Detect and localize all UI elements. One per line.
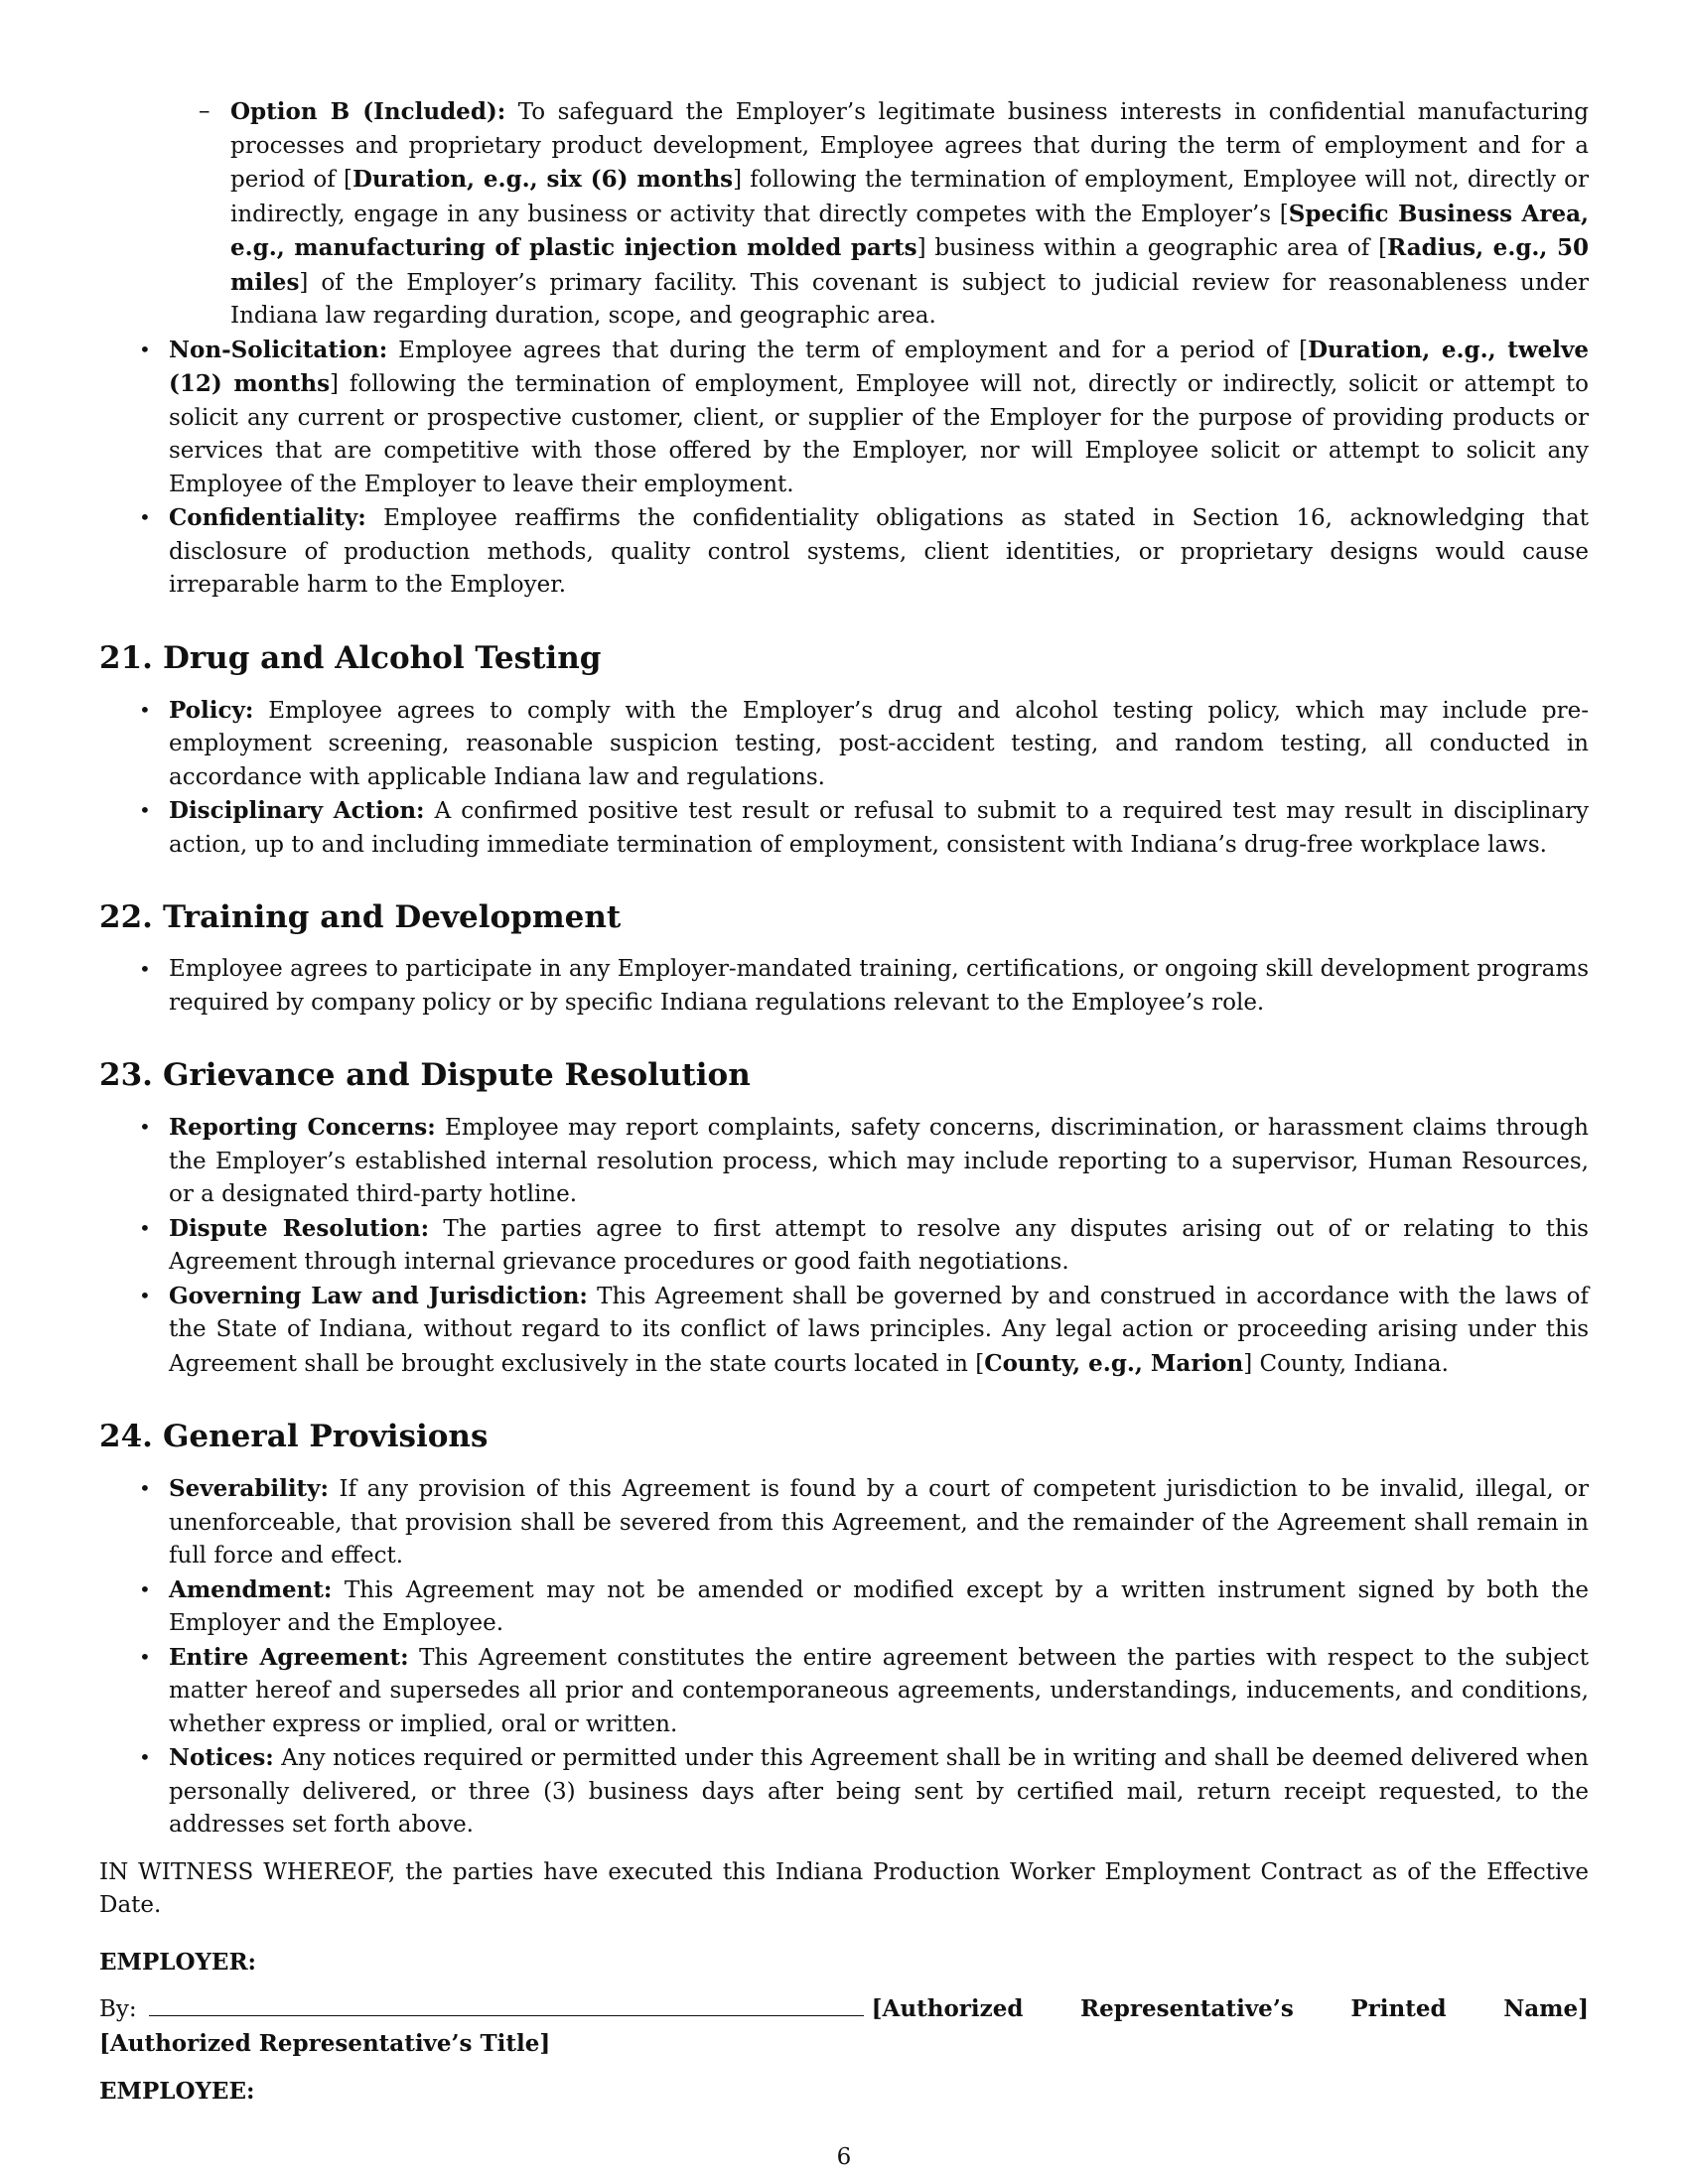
- section-title: General Provisions: [162, 1419, 489, 1454]
- section-24-list: [99, 1472, 1589, 1843]
- item-label: Entire Agreement:: [169, 1643, 409, 1671]
- section-heading-24: [99, 1417, 1589, 1456]
- bullet-icon: •: [139, 1283, 151, 1307]
- list-item: [99, 953, 1589, 1020]
- non-solicitation-placeholder-duration: Duration, e.g., twelve (12) months: [169, 336, 1589, 397]
- section-number: 22.: [99, 899, 153, 935]
- section-number: 23.: [99, 1057, 153, 1093]
- item-label: Notices:: [169, 1744, 274, 1771]
- option-b-placeholder-duration: Duration, e.g., six (6) months: [352, 166, 734, 193]
- list-item: [99, 1280, 1589, 1382]
- item-text: The parties agree to first attempt to resolve any disputes arising out of or relating to this Agreement through internal grievance procedures or good faith negotiations.: [169, 1215, 1589, 1275]
- section-title: Training and Development: [162, 899, 622, 935]
- option-b-placeholder-radius: Radius, e.g., 50 miles: [230, 234, 1589, 296]
- section-heading-22: [99, 897, 1589, 937]
- non-solicitation-item: [99, 334, 1589, 502]
- item-label: Disciplinary Action:: [169, 797, 425, 824]
- item-label: Severability:: [169, 1475, 330, 1502]
- dash-marker: –: [199, 98, 211, 124]
- list-item: [99, 1641, 1589, 1742]
- item-label: Reporting Concerns:: [169, 1114, 436, 1141]
- signature-line: [149, 1993, 864, 2016]
- bullet-icon: •: [139, 957, 151, 981]
- non-solicitation-text-1: Employee agrees that during the term of employment and for a period of [: [387, 337, 1309, 363]
- non-solicitation-label: Non-Solicitation:: [169, 336, 388, 363]
- option-b-label: Option B (Included):: [230, 98, 506, 125]
- witness-statement: IN WITNESS WHEREOF, the parties have executed this Indiana Production Worker Employment Contract as of the Effective Date.: [99, 1858, 1589, 1918]
- option-b-text-4: ] of the Employer’s primary facility. This covenant is subject to judicial review for reasonableness under Indiana law regarding duration, scope, and geographic area.: [230, 269, 1589, 329]
- item-text: If any provision of this Agreement is found by a court of competent jurisdiction to be invalid, illegal, or unenforceable, that provision shall be severed from this Agreement, and the remainder of the Agreement shall remain in full force and effect.: [169, 1476, 1589, 1569]
- section-21-list: [99, 694, 1589, 863]
- bullet-icon: •: [139, 1644, 151, 1669]
- employer-label: EMPLOYER:: [99, 1948, 257, 1976]
- option-b-placeholder-business-area: Specific Business Area, e.g., manufacturing of plastic injection molded parts: [230, 200, 1589, 261]
- rep-title-placeholder: Authorized Representative’s Title: [109, 2029, 540, 2057]
- list-item: [99, 1212, 1589, 1280]
- option-b-item: [99, 95, 1589, 334]
- document-page: [99, 95, 1589, 2109]
- item-text: Any notices required or permitted under this Agreement shall be in writing and shall be deemed delivered when personally delivered, or three (3) business days after being sent by certified mail, return receipt requested, to the addresses set forth above.: [169, 1745, 1589, 1838]
- list-item: [99, 794, 1589, 862]
- item-text: Employee may report complaints, safety concerns, discrimination, or harassment claims through the Employer’s established internal resolution process, which may include reporting to a supervisor, Human Resources, or a designated third-party hotline.: [169, 1115, 1589, 1207]
- section-title: Grievance and Dispute Resolution: [162, 1057, 751, 1093]
- section-22-list: [99, 953, 1589, 1020]
- bullet-icon: •: [139, 697, 151, 722]
- bullet-icon: •: [139, 505, 151, 529]
- section-heading-23: [99, 1055, 1589, 1095]
- item-text-1: This Agreement shall be governed by and construed in accordance with the laws of the State of Indiana, without regard to its conflict of laws principles. Any legal action or proceeding arising under this Agreement shall be brought exclusively in the state courts located in [: [169, 1283, 1589, 1377]
- list-item: [99, 1472, 1589, 1573]
- employee-label: EMPLOYEE:: [99, 2078, 255, 2105]
- by-label: By:: [99, 1996, 137, 2022]
- section-number: 21.: [99, 639, 153, 676]
- bullet-icon: •: [139, 1115, 151, 1139]
- confidentiality-label: Confidentiality:: [169, 504, 366, 531]
- page-number: 6: [836, 2144, 852, 2170]
- option-b-text-1: To safeguard the Employer’s legitimate business interests in confidential manufacturing processes and proprietary product development, Employee agrees that during the term of employment and for a period of [: [230, 99, 1589, 193]
- confidentiality-item: [99, 501, 1589, 603]
- county-placeholder: County, e.g., Marion: [984, 1349, 1244, 1377]
- confidentiality-text: Employee reaffirms the confidentiality obligations as stated in Section 16, acknowledging that disclosure of production methods, quality control systems, client identities, or proprietary designs would cause irreparable harm to the Employer.: [169, 505, 1589, 598]
- item-text: A confirmed positive test result or refusal to submit to a required test may result in disciplinary action, up to and including immediate termination of employment, consistent with Indiana’s drug-free workplace laws.: [169, 798, 1589, 858]
- item-text: This Agreement may not be amended or modified except by a written instrument signed by both the Employer and the Employee.: [169, 1576, 1589, 1636]
- bullet-icon: •: [139, 1576, 151, 1601]
- list-item: [99, 1741, 1589, 1843]
- section-title: Drug and Alcohol Testing: [162, 639, 602, 676]
- option-b-text-3: ] business within a geographic area of [: [916, 235, 1388, 261]
- list-item: [99, 1573, 1589, 1641]
- item-text: This Agreement constitutes the entire agreement between the parties with respect to the subject matter hereof and supersedes all prior and contemporaneous agreements, understandings, inducements, and conditions, whether express or implied, oral or written.: [169, 1644, 1589, 1737]
- covenants-list: [99, 334, 1589, 603]
- rep-name-placeholder: Authorized Representative’s Printed Name: [882, 1995, 1579, 2022]
- bullet-icon: •: [139, 1745, 151, 1769]
- bullet-icon: •: [139, 1215, 151, 1240]
- section-number: 24.: [99, 1419, 153, 1454]
- section-heading-21: [99, 638, 1589, 678]
- item-label: Dispute Resolution:: [169, 1214, 430, 1242]
- bullet-icon: •: [139, 798, 151, 822]
- item-text-2: ] County, Indiana.: [1243, 1350, 1449, 1377]
- item-label: Amendment:: [169, 1575, 333, 1603]
- bullet-icon: •: [139, 337, 151, 361]
- section-23-list: [99, 1111, 1589, 1381]
- item-text: Employee agrees to comply with the Employer’s drug and alcohol testing policy, which may include pre-employment screening, reasonable suspicion testing, post-accident testing, and random testing, all conducted in accordance with applicable Indiana law and regulations.: [169, 697, 1589, 790]
- non-solicitation-text-2: ] following the termination of employment, Employee will not, directly or indirectly, solicit or attempt to solicit any current or prospective customer, client, or supplier of the Employer for the purpose of providing products or services that are competitive with those offered by the Employer, nor will Employee solicit or attempt to solicit any Employee of the Employer to leave their employment.: [169, 371, 1589, 497]
- item-label: Governing Law and Jurisdiction:: [169, 1282, 588, 1309]
- item-label: Policy:: [169, 696, 254, 724]
- employer-signature-block: By: [Authorized Representative’s Printed Name] [Authorized Representative’s Title]: [99, 1995, 1589, 2057]
- list-item: [99, 1111, 1589, 1212]
- bullet-icon: •: [139, 1476, 151, 1500]
- option-b-text-2: ] following the termination of employment, Employee will not, directly or indirectly, engage in any business or activity that directly competes with the Employer’s [: [230, 167, 1589, 227]
- item-text: Employee agrees to participate in any Employer-mandated training, certifications, or ongoing skill development programs required by company policy or by specific Indiana regulations relevant to the Employee’s role.: [169, 956, 1589, 1016]
- list-item: [99, 694, 1589, 795]
